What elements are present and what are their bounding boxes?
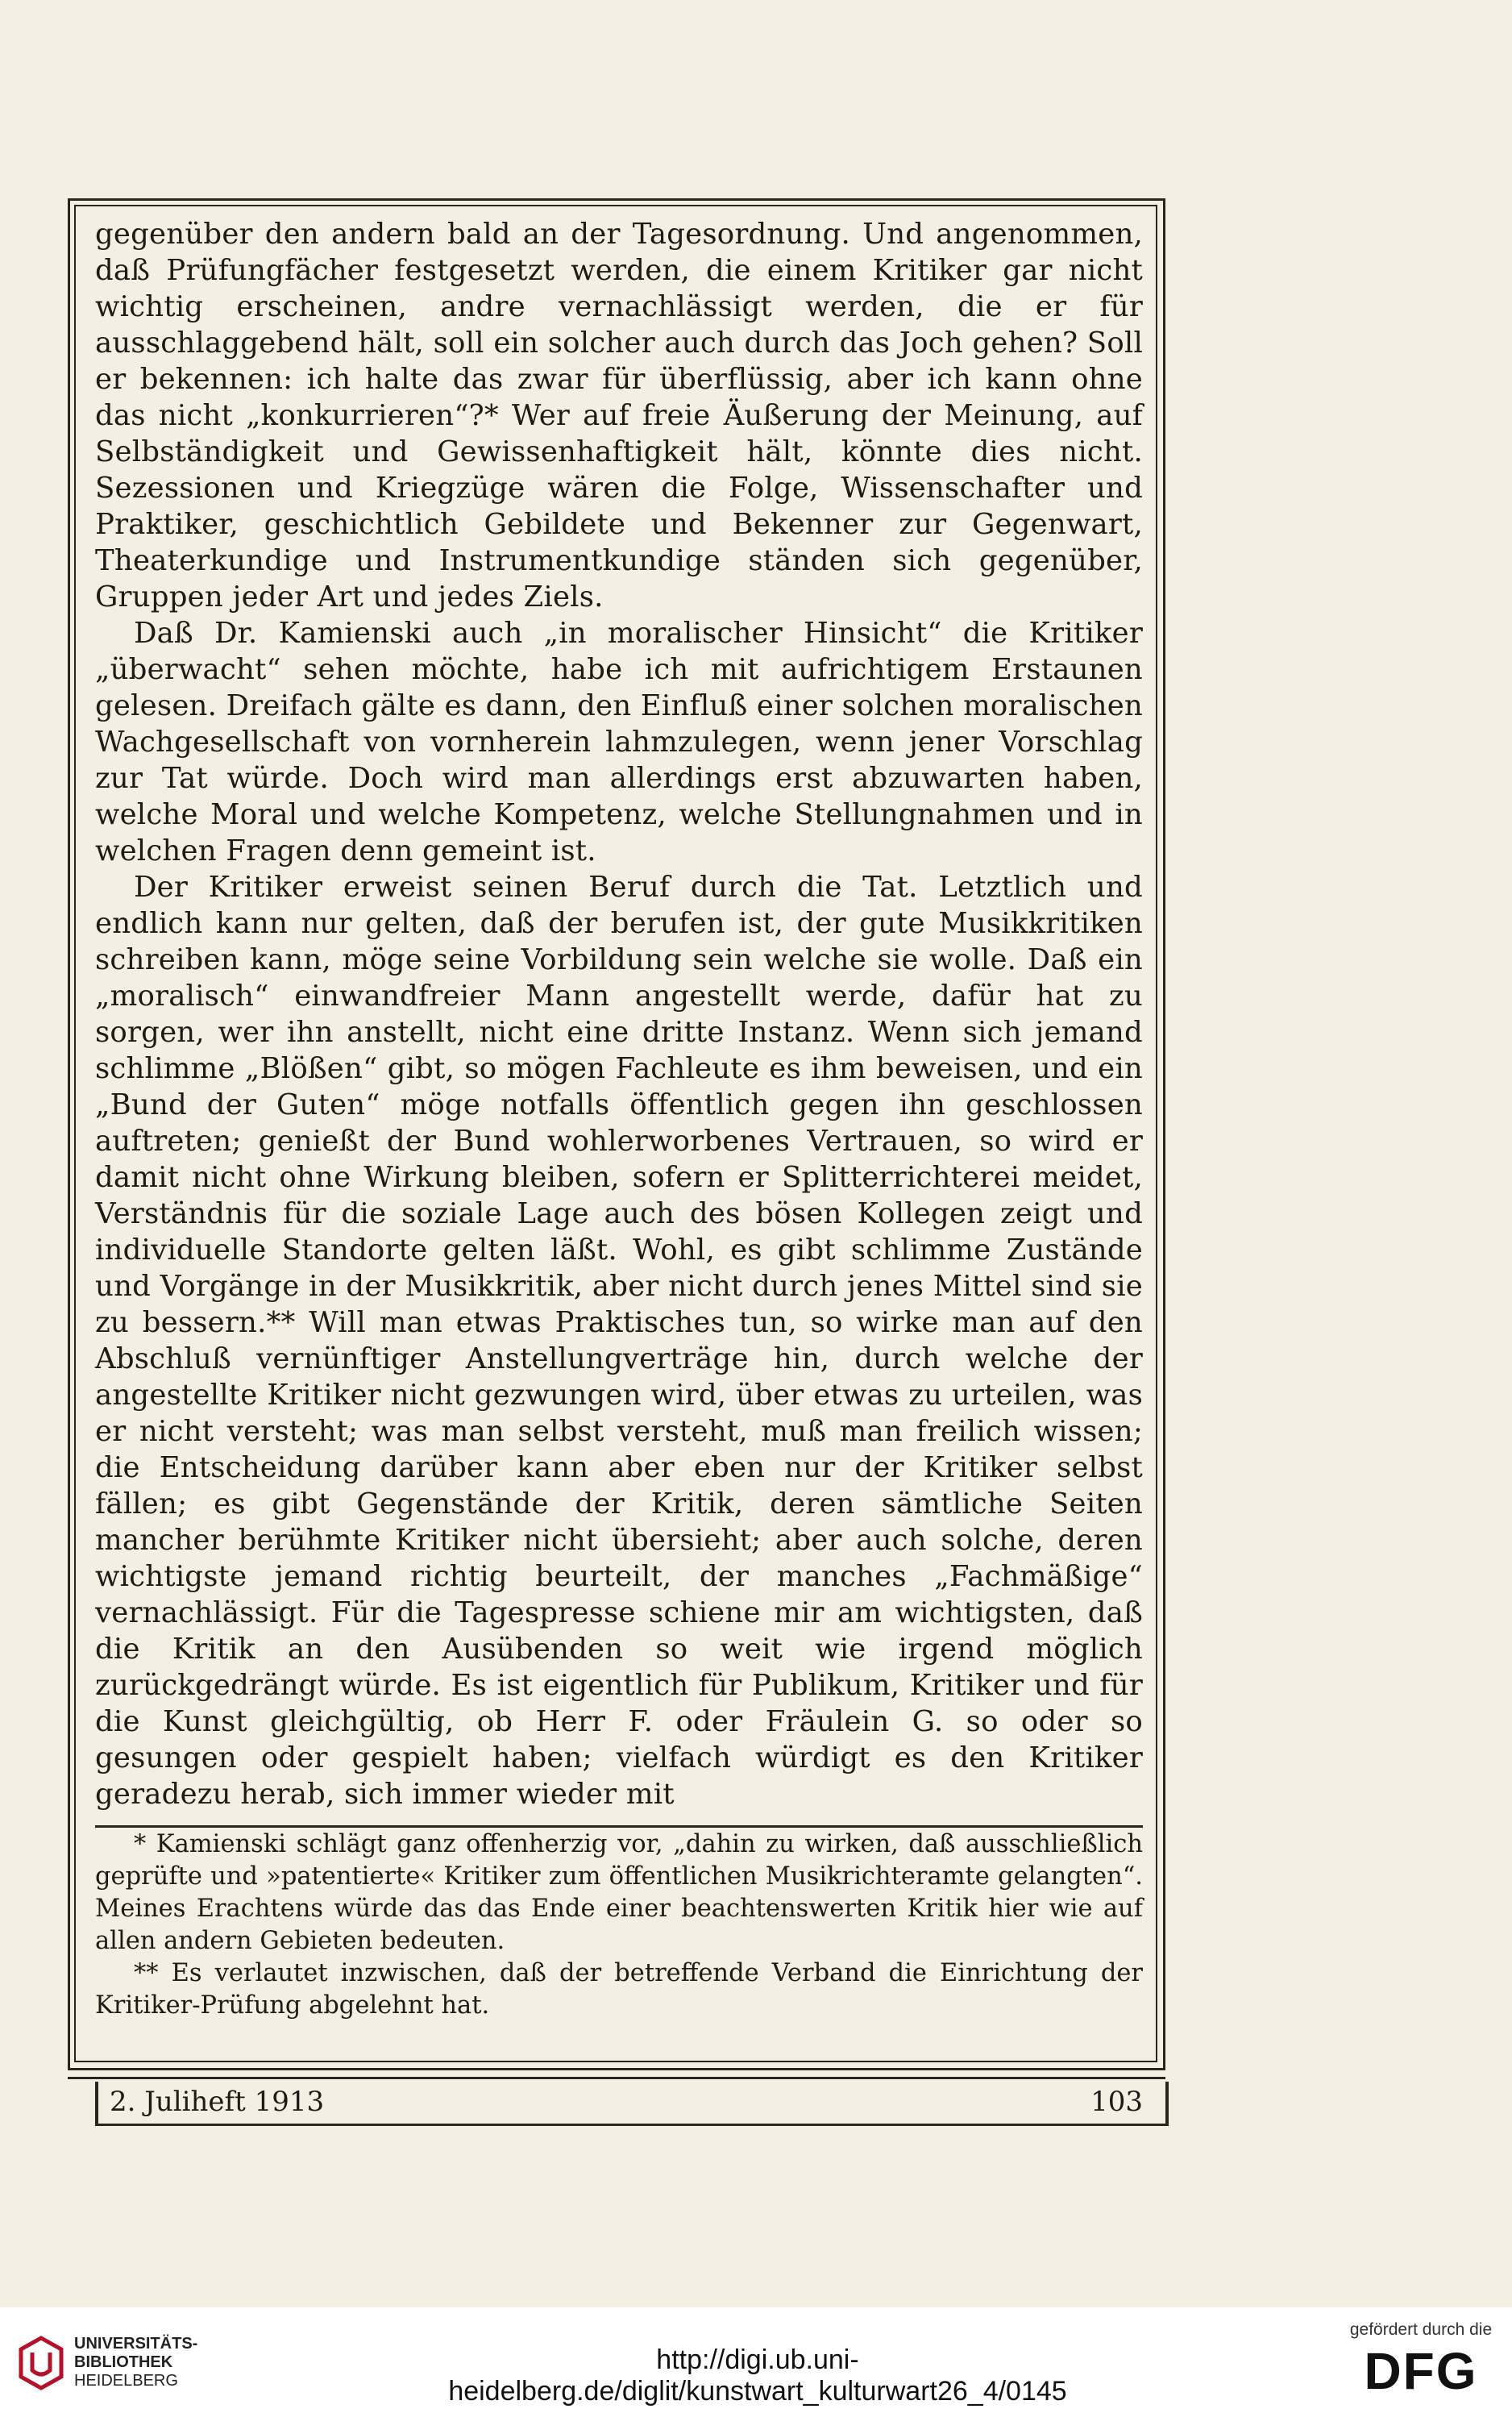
library-name-line-3: HEIDELBERG — [74, 2372, 178, 2390]
paragraph-2: Daß Dr. Kamienski auch „in moralischer Hinsicht“ die Kritiker „überwacht“ sehen möchte, habe ich mit aufrichtigem Erstaunen gelesen. Dreifach gälte es dann, den Einfluß einer solchen moralischen Wachgesellschaft von vornherein lahmzulegen, wenn jener Vorschlag zur Tat würde. Doch wird man allerdings erst abzuwarten haben, welche Moral und welche Kompetenz, welche Stellungnahmen und in welchen Fragen denn gemeint ist. — [95, 617, 1143, 867]
footer-divider — [68, 2077, 1165, 2079]
library-name[interactable] — [74, 2335, 197, 2390]
footnote-divider — [95, 1825, 1143, 1828]
funder-caption: gefördert durch die — [1349, 2320, 1493, 2339]
university-library-logo-icon — [18, 2335, 64, 2391]
footnotes — [95, 1828, 1143, 2022]
paragraph-3: Der Kritiker erweist seinen Beruf durch die Tat. Letztlich und endlich kann nur gelten, daß der berufen ist, der gute Musikkritiken schreiben kann, möge seine Vorbildung sein welche sie wolle. Daß ein „moralisch“ einwandfreier Mann angestellt werde, dafür hat zu sorgen, wer ihn anstellt, nicht eine dritte Instanz. Wenn sich jemand schlimme „Blößen“ gibt, so mögen Fachleute es ihm beweisen, und ein „Bund der Guten“ möge notfalls öffentlich gegen ihn geschlossen auftreten; genießt der Bund wohlerworbenes Vertrauen, so wird er damit nicht ohne Wirkung bleiben, sofern er Splitterrichterei meidet, Verständnis für die soziale Lage auch des bösen Kollegen zeigt und individuelle Standorte gelten läßt. Wohl, es gibt schlimme Zustände und Vorgänge in der Musikkritik, aber nicht durch jenes Mittel sind sie zu bessern.** Will man etwas Praktisches tun, so wirke man auf den Abschluß vernünftiger Anstellungverträge hin, durch welche der angestellte Kritiker nicht gezwungen wird, über etwas zu urteilen, was er nicht versteht; was man selbst versteht, muß man freilich wissen; die Entscheidung darüber kann aber eben nur der Kritiker selbst fällen; es gibt Gegenstände der Kritik, deren sämtliche Seiten mancher berühmte Kritiker nicht übersieht; aber auch solche, deren wichtigste jemand richtig beurteilt, der manches „Fachmäßige“ vernachlässigt. Für die Tagespresse schiene mir am wichtigsten, daß die Kritik an den Ausübenden so weit wie irgend möglich zurückgedrängt würde. Es ist eigentlich für Publikum, Kritiker und für die Kunst gleichgültig, ob Herr F. oder Fräulein G. so oder so gesungen oder gespielt haben; vielfach würdigt es den Kritiker geradezu herab, sich immer wieder mit — [95, 871, 1143, 1811]
issue-label: 2. Juliheft 1913 — [110, 2086, 325, 2118]
body-text — [95, 216, 1143, 1812]
dfg-logo[interactable]: DFG — [1364, 2342, 1478, 2400]
paragraph-1: gegenüber den andern bald an der Tagesordnung. Und angenommen, daß Prüfungfächer festgesetzt werden, die einem Kritiker gar nicht wichtig erscheinen, andre vernachlässigt werden, die er für ausschlaggebend hält, soll ein solcher auch durch das Joch gehen? Soll er bekennen: ich halte das zwar für überflüssig, aber ich kann ohne das nicht „konkurrieren“?* Wer auf freie Äußerung der Meinung, auf Selbständigkeit und Gewissenhaftigkeit hält, könnte dies nicht. Sezessionen und Kriegzüge wären die Folge, Wissenschafter und Praktiker, geschichtlich Gebildete und Bekenner zur Gegenwart, Theaterkundige und Instrumentkundige ständen sich gegenüber, Gruppen jeder Art und jedes Ziels. — [95, 218, 1143, 614]
footnote-1: * Kamienski schlägt ganz offenherzig vor, „dahin zu wirken, daß ausschließlich geprüfte und »patentierte« Kritiker zum öffentlichen Musikrichteramte gelangten“. Meines Erachtens würde das das Ende einer beachtenswerten Kritik hier wie auf allen andern Gebieten bedeuten. — [95, 1830, 1143, 1955]
page-footer — [95, 2082, 1169, 2126]
permalink-url[interactable]: http://digi.ub.uni-heidelberg.de/diglit/kunstwart_kulturwart26_4/0145 — [448, 2344, 1067, 2407]
footnote-2: ** Es verlautet inzwischen, daß der betreffende Verband die Einrichtung der Kritiker-Prüfung abgelehnt hat. — [95, 1959, 1143, 2020]
library-name-line-2: BIBLIOTHEK — [74, 2353, 173, 2371]
library-name-line-1: UNIVERSITÄTS- — [74, 2335, 198, 2353]
page-number: 103 — [1090, 2086, 1143, 2118]
